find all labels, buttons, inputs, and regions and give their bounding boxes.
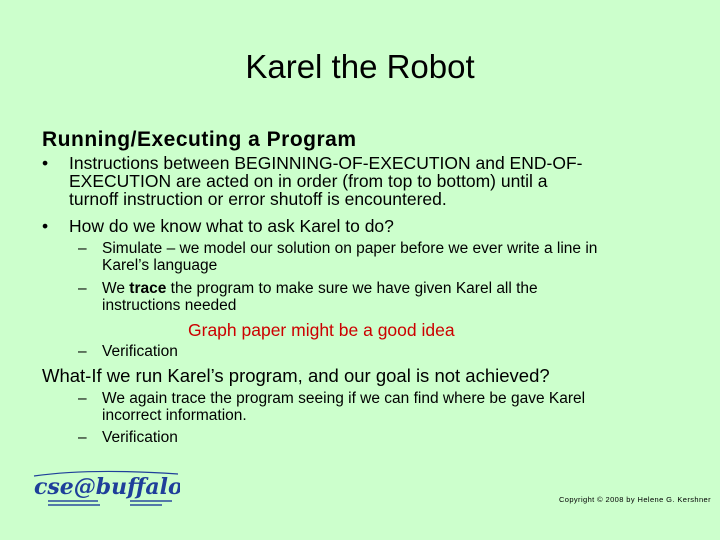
sub-bullet-simulate	[78, 241, 698, 274]
bullet-marker: •	[42, 216, 49, 236]
sub-bullet-line: Simulate – we model our solution on paper before we ever write a line in	[102, 240, 598, 257]
copyright-notice: Copyright © 2008 by Helene G. Kershner	[558, 495, 711, 504]
sub-bullet-line: Verification	[102, 343, 178, 360]
dash-marker: –	[78, 280, 87, 297]
sub-bullet-verification	[78, 344, 698, 361]
bullet-marker: •	[42, 153, 49, 173]
bullet-instructions	[42, 154, 702, 208]
graph-paper-note: Graph paper might be a good idea	[188, 320, 455, 340]
bullet-line: Instructions between BEGINNING-OF-EXECUTION and END-OF-	[69, 153, 583, 173]
sub-bullet-trace-again	[78, 391, 698, 424]
dash-marker: –	[78, 390, 87, 407]
dash-marker: –	[78, 240, 87, 257]
what-if-heading: What-If we run Karel’s program, and our goal is not achieved?	[42, 365, 550, 386]
bullet-how-do-we-know	[42, 217, 702, 235]
bullet-line: EXECUTION are acted on in order (from top to bottom) until a	[69, 171, 548, 191]
logo-graphic	[30, 468, 180, 518]
sub-bullet-line: instructions needed	[102, 296, 237, 314]
text-segment: the program to make sure we have given Karel all the	[166, 280, 538, 297]
slide-title: Karel the Robot	[245, 48, 475, 85]
sub-bullet-verification-2	[78, 430, 698, 447]
bullet-line: turnoff instruction or error shutoff is encountered.	[69, 189, 447, 209]
sub-bullet-line: Karel’s language	[102, 256, 218, 274]
bullet-line: How do we know what to ask Karel to do?	[69, 216, 394, 236]
sub-bullet-line: incorrect information.	[102, 406, 247, 424]
dash-marker: –	[78, 429, 87, 446]
sub-bullet-trace	[78, 281, 698, 314]
sub-bullet-line: Verification	[102, 429, 178, 446]
slide-subtitle: Running/Executing a Program	[42, 128, 357, 151]
svg-text:cse@buffalo: cse@buffalo	[34, 474, 180, 500]
sub-bullet-line	[102, 281, 698, 298]
sub-bullet-line: We again trace the program seeing if we can find where be gave Karel	[102, 390, 586, 407]
dash-marker: –	[78, 343, 87, 360]
cse-buffalo-logo	[30, 468, 180, 518]
text-segment: We	[102, 280, 130, 297]
emphasized-word: trace	[129, 280, 167, 297]
